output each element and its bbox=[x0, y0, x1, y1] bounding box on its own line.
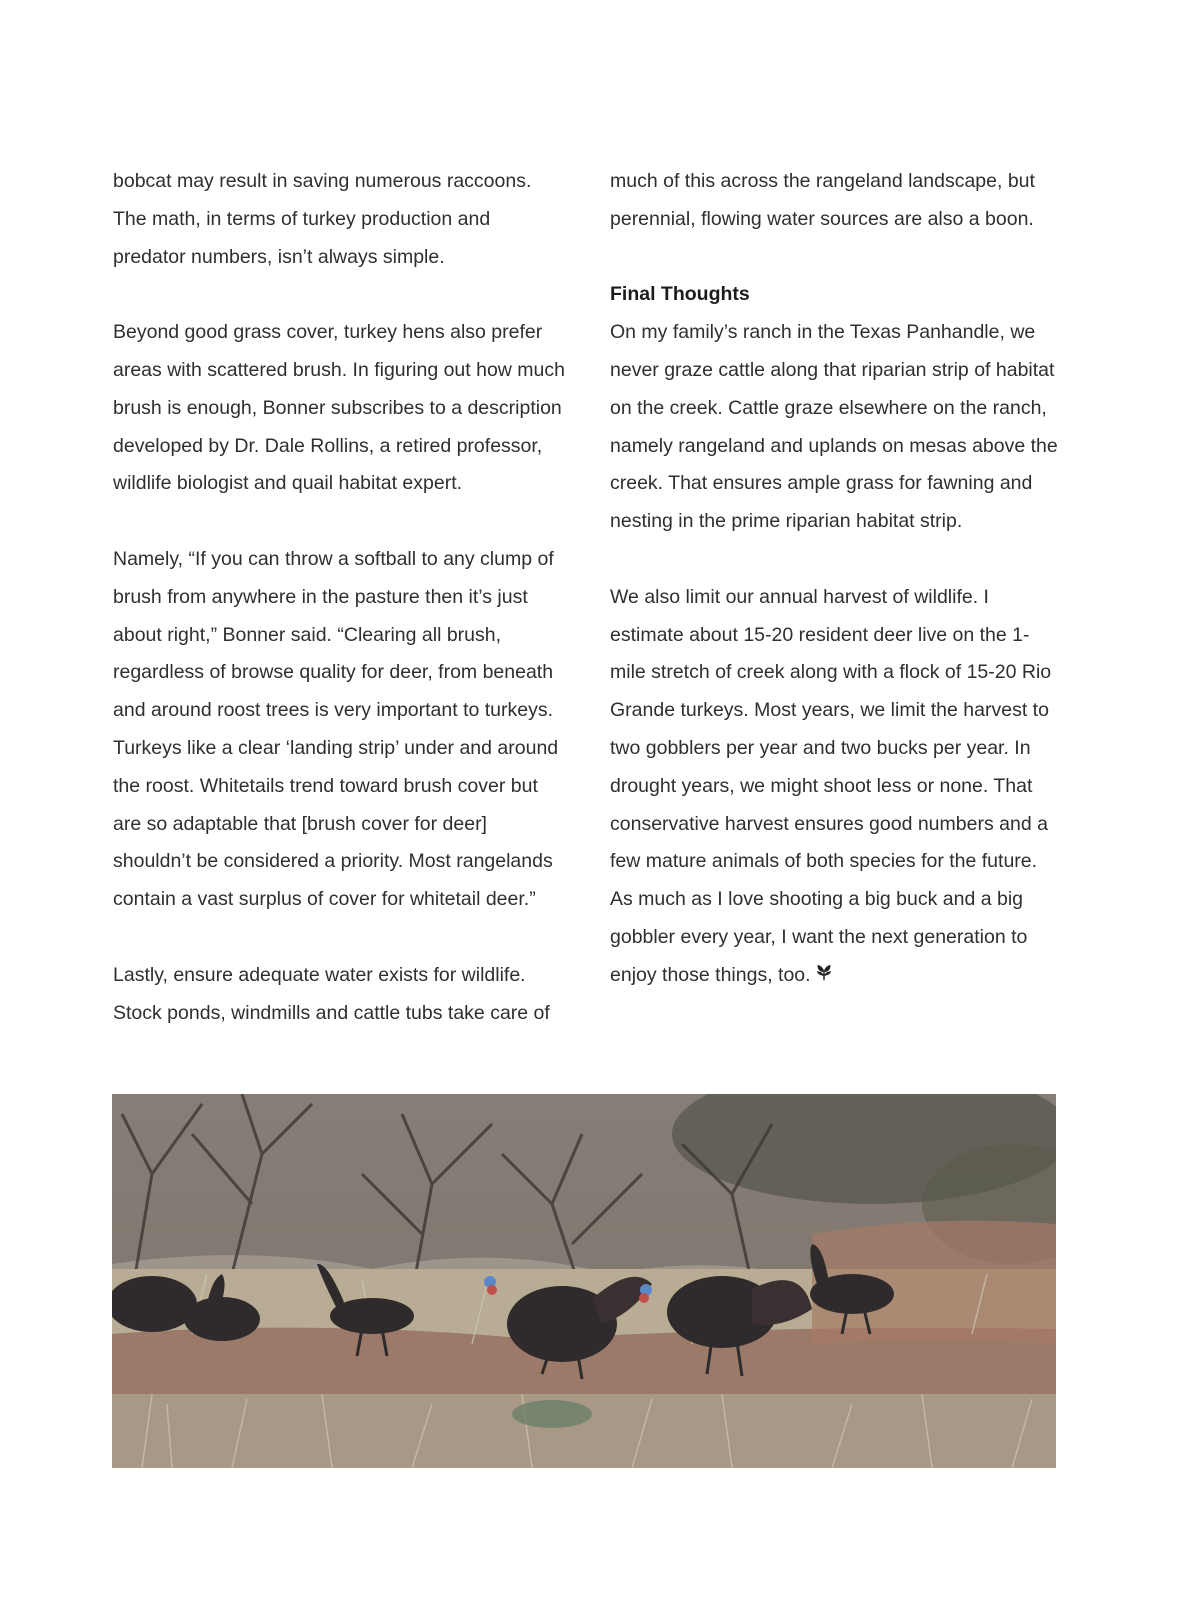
leaf-end-mark-icon bbox=[815, 964, 833, 982]
right-column bbox=[610, 163, 1060, 1032]
section-heading: Final Thoughts bbox=[610, 283, 750, 306]
turkeys-illustration bbox=[112, 1094, 1056, 1468]
paragraph: On my family’s ranch in the Texas Panhandle, we never graze cattle along that riparian strip of habitat on the creek. Cattle graze elsewhere on the ranch, namely rangeland and uplands on mesas above the creek. That ensures ample grass for fawning and nesting in the prime riparian habitat strip. bbox=[610, 321, 1058, 533]
paragraph: much of this across the rangeland landscape, but perennial, flowing water sources are also a boon. bbox=[610, 170, 1035, 230]
left-column bbox=[113, 163, 568, 1070]
paragraph: bobcat may result in saving numerous raccoons. The math, in terms of turkey production and predator numbers, isn’t always simple. bbox=[113, 170, 532, 268]
wild-turkeys-photo bbox=[112, 1094, 1056, 1468]
paragraph-final bbox=[610, 579, 1060, 995]
paragraph: Namely, “If you can throw a softball to any clump of brush from anywhere in the pasture then it’s just about right,” Bonner said. “Clearing all brush, regardless of browse quality for deer, from beneath and around roost trees is very important to turkeys. Turkeys like a clear ‘landing strip’ under and around the roost. Whitetails trend toward brush cover but are so adaptable that [brush cover for deer] shouldn’t be considered a priority. Most rangelands contain a vast surplus of cover for whitetail deer.” bbox=[113, 547, 559, 911]
paragraph: Beyond good grass cover, turkey hens also prefer areas with scattered brush. In figuring out how much brush is enough, Bonner subscribes to a description developed by Dr. Dale Rollins, a retired professor, wildlife biologist and quail habitat expert. bbox=[113, 321, 565, 495]
paragraph: Lastly, ensure adequate water exists for wildlife. Stock ponds, windmills and cattle tubs take care of bbox=[113, 963, 550, 1024]
paragraph-text: We also limit our annual harvest of wildlife. I estimate about 15-20 resident deer live on the 1-mile stretch of creek along with a flock of 15-20 Rio Grande turkeys. Most years, we limit the harvest to two gobblers per year and two bucks per year. In drought years, we might shoot less or none. That conservative harvest ensures good numbers and a few mature animals of both species for the future. As much as I love shooting a big buck and a big gobbler every year, I want the next generation to enjoy those things, too. bbox=[610, 585, 1052, 986]
